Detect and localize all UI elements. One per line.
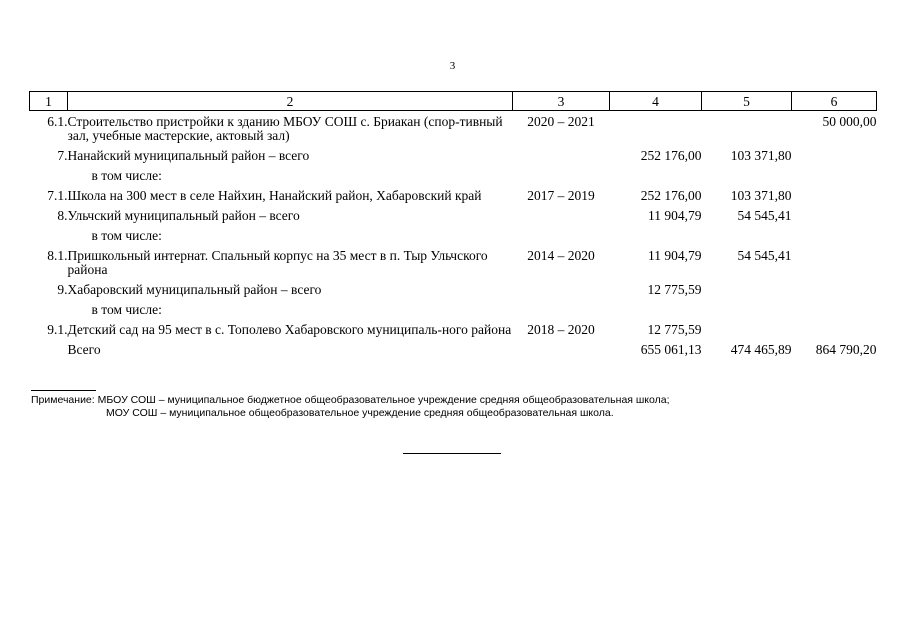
row-col-5: 54 545,41: [737, 248, 792, 263]
row-col-5: [702, 299, 792, 319]
row-name: в том числе:: [91, 168, 162, 183]
row-col-5: [702, 165, 792, 185]
table-row: [30, 319, 877, 339]
table-row: [30, 205, 877, 225]
row-name: Хабаровский муниципальный район – всего: [67, 282, 322, 297]
row-col-6: [792, 145, 877, 165]
row-name: Ульчский муниципальный район – всего: [67, 208, 300, 223]
row-years: 2014 – 2020: [527, 248, 595, 263]
row-col-4: 12 775,59: [647, 322, 702, 337]
header-col-1: 1: [30, 92, 68, 111]
header-col-2: 2: [68, 92, 513, 111]
note-line-1: Примечание: МБОУ СОШ – муниципальное бюджетное общеобразовательное учреждение средняя общеобразовательная школа;: [31, 394, 670, 406]
header-col-6: 6: [792, 92, 877, 111]
row-years: [513, 165, 610, 185]
notes-divider: [31, 390, 96, 391]
row-years: [513, 205, 610, 225]
row-col-5: 103 371,80: [730, 188, 792, 203]
row-col-5: 103 371,80: [730, 148, 792, 163]
notes: [31, 394, 670, 420]
row-name: Пришкольный интернат. Спальный корпус на 35 мест в п. Тыр Ульчского района: [67, 248, 488, 277]
row-number: [30, 225, 68, 245]
row-name: Нанайский муниципальный район – всего: [67, 148, 310, 163]
table-row: [30, 279, 877, 299]
row-col-6: [792, 165, 877, 185]
row-number: 8.1.: [47, 248, 68, 263]
table-row: [30, 111, 877, 146]
row-years: [513, 225, 610, 245]
table-row: [30, 185, 877, 205]
row-name: Строительство пристройки к зданию МБОУ СОШ с. Бриакан (спор-тивный зал, учебные мастерские, актовый зал): [67, 114, 503, 143]
row-col-4: [610, 165, 702, 185]
row-number: 9.1.: [47, 322, 68, 337]
row-col-5: 474 465,89: [730, 342, 792, 357]
program-table: [29, 91, 877, 359]
row-col-4: 252 176,00: [640, 188, 702, 203]
header-col-4: 4: [610, 92, 702, 111]
header-col-3: 3: [513, 92, 610, 111]
row-col-4: 12 775,59: [647, 282, 702, 297]
row-col-6: [792, 205, 877, 225]
row-col-4: 655 061,13: [640, 342, 702, 357]
row-col-6: [792, 225, 877, 245]
row-number: 7.1.: [47, 188, 68, 203]
row-number: 7.: [57, 148, 68, 163]
row-number: 6.1.: [47, 114, 68, 129]
row-col-4: 252 176,00: [640, 148, 702, 163]
row-name: Детский сад на 95 мест в с. Тополево Хабаровского муниципаль-ного района: [67, 322, 512, 337]
row-col-5: 54 545,41: [737, 208, 792, 223]
row-years: 2017 – 2019: [527, 188, 595, 203]
page-number: 3: [449, 60, 456, 72]
row-col-6: 864 790,20: [815, 342, 877, 357]
row-col-4: 11 904,79: [648, 208, 702, 223]
table-header: [30, 92, 877, 111]
table-row-total: [30, 339, 877, 359]
row-col-5: [702, 111, 792, 146]
row-col-4: [610, 111, 702, 146]
row-col-6: [792, 319, 877, 339]
table-row: [30, 165, 877, 185]
row-col-5: [702, 279, 792, 299]
row-number: 9.: [57, 282, 68, 297]
row-col-4: 11 904,79: [648, 248, 702, 263]
row-years: [513, 145, 610, 165]
row-col-5: [702, 225, 792, 245]
row-number: [30, 165, 68, 185]
row-years: [513, 339, 610, 359]
header-col-5: 5: [702, 92, 792, 111]
row-name: Всего: [67, 342, 101, 357]
table-body: [30, 111, 877, 360]
table-row: [30, 225, 877, 245]
table-row: [30, 145, 877, 165]
note-line-2: МОУ СОШ – муниципальное общеобразовательное учреждение средняя общеобразовательная школа.: [106, 407, 614, 419]
row-number: [30, 299, 68, 319]
row-col-6: 50 000,00: [822, 114, 877, 129]
row-years: 2020 – 2021: [527, 114, 595, 129]
row-name: в том числе:: [91, 228, 162, 243]
row-name: Школа на 300 мест в селе Найхин, Нанайский район, Хабаровский край: [67, 188, 482, 203]
row-col-6: [792, 245, 877, 279]
row-col-4: [610, 299, 702, 319]
row-col-6: [792, 279, 877, 299]
row-years: [513, 279, 610, 299]
end-divider: [403, 453, 501, 454]
row-years: 2018 – 2020: [527, 322, 595, 337]
row-years: [513, 299, 610, 319]
row-name: в том числе:: [91, 302, 162, 317]
row-col-4: [610, 225, 702, 245]
row-col-5: [702, 319, 792, 339]
row-number: 8.: [57, 208, 68, 223]
row-number: [30, 339, 68, 359]
table-row: [30, 245, 877, 279]
row-col-6: [792, 185, 877, 205]
table-row: [30, 299, 877, 319]
row-col-6: [792, 299, 877, 319]
